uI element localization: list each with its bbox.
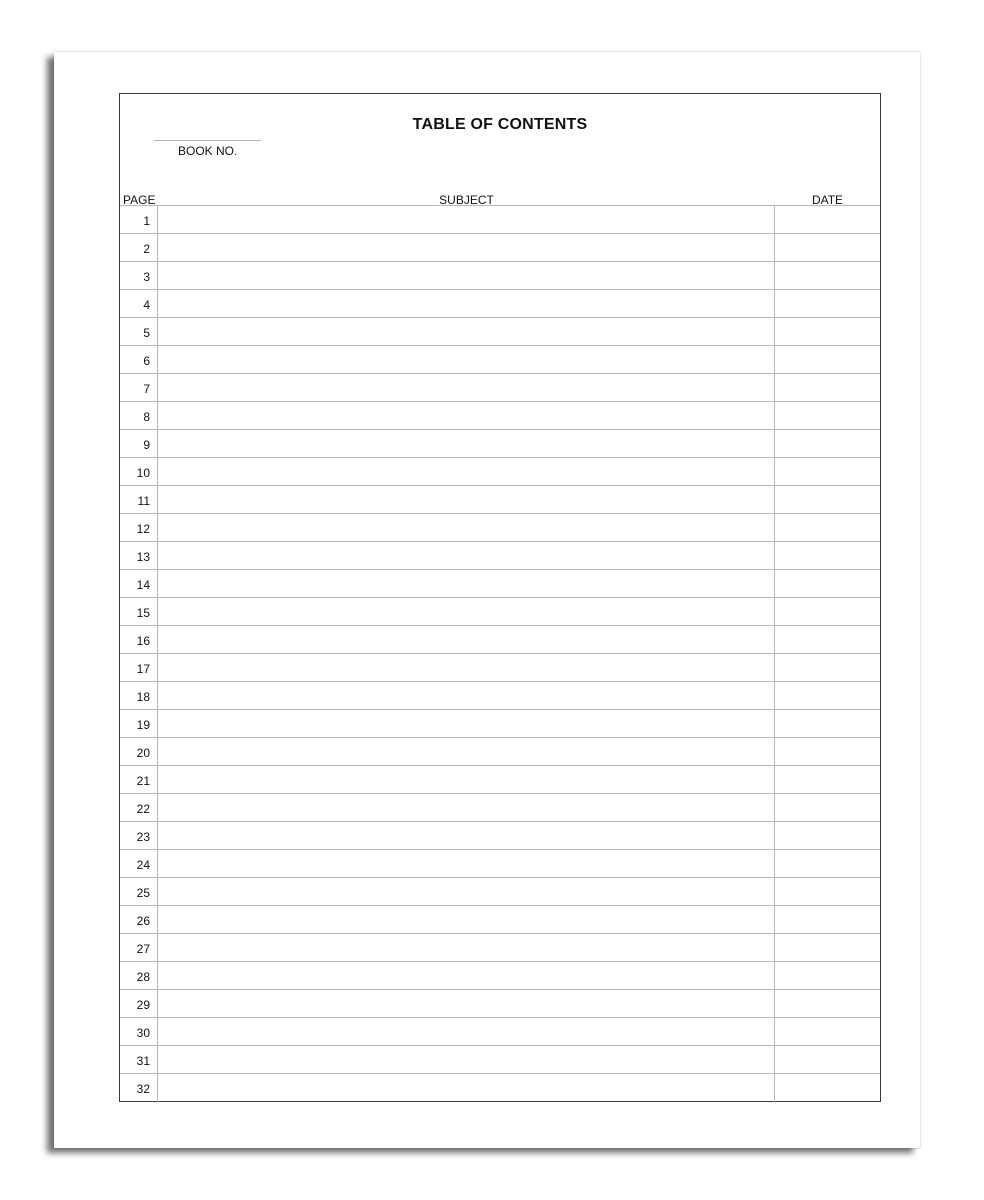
table-row — [120, 766, 880, 794]
date-cell[interactable] — [774, 570, 880, 597]
date-cell[interactable] — [774, 934, 880, 961]
table-row — [120, 486, 880, 514]
table-row — [120, 850, 880, 878]
page-number: 17 — [136, 662, 150, 676]
date-cell[interactable] — [774, 990, 880, 1017]
subject-cell[interactable] — [157, 1018, 775, 1045]
subject-cell[interactable] — [157, 514, 775, 541]
table-row — [120, 318, 880, 346]
page-number: 25 — [136, 886, 150, 900]
date-cell[interactable] — [774, 486, 880, 513]
page-number: 16 — [136, 634, 150, 648]
subject-cell[interactable] — [157, 206, 775, 233]
date-cell[interactable] — [774, 794, 880, 821]
table-row — [120, 346, 880, 374]
subject-cell[interactable] — [157, 290, 775, 317]
page-number: 5 — [143, 326, 150, 340]
table-row — [120, 962, 880, 990]
form-frame — [119, 93, 881, 1102]
page-number: 28 — [136, 970, 150, 984]
date-cell[interactable] — [774, 598, 880, 625]
subject-cell[interactable] — [157, 234, 775, 261]
page-number: 24 — [136, 858, 150, 872]
table-row — [120, 822, 880, 850]
page-number: 8 — [143, 410, 150, 424]
subject-cell[interactable] — [157, 850, 775, 877]
subject-cell[interactable] — [157, 1074, 775, 1102]
page-number: 10 — [136, 466, 150, 480]
table-row — [120, 654, 880, 682]
column-header-date: DATE — [811, 193, 844, 207]
date-cell[interactable] — [774, 262, 880, 289]
subject-cell[interactable] — [157, 682, 775, 709]
subject-cell[interactable] — [157, 766, 775, 793]
date-cell[interactable] — [774, 850, 880, 877]
subject-cell[interactable] — [157, 262, 775, 289]
date-cell[interactable] — [774, 906, 880, 933]
paper-sheet — [54, 52, 920, 1148]
page-number: 20 — [136, 746, 150, 760]
date-cell[interactable] — [774, 514, 880, 541]
table-row — [120, 682, 880, 710]
table-row — [120, 570, 880, 598]
date-cell[interactable] — [774, 1074, 880, 1102]
page-number: 4 — [143, 298, 150, 312]
table-row — [120, 1074, 880, 1102]
table-row — [120, 542, 880, 570]
page-number: 23 — [136, 830, 150, 844]
date-cell[interactable] — [774, 822, 880, 849]
subject-cell[interactable] — [157, 962, 775, 989]
table-row — [120, 878, 880, 906]
subject-cell[interactable] — [157, 654, 775, 681]
subject-cell[interactable] — [157, 346, 775, 373]
date-cell[interactable] — [774, 654, 880, 681]
date-cell[interactable] — [774, 1046, 880, 1073]
subject-cell[interactable] — [157, 598, 775, 625]
subject-cell[interactable] — [157, 934, 775, 961]
date-cell[interactable] — [774, 374, 880, 401]
table-row — [120, 1018, 880, 1046]
table-row — [120, 990, 880, 1018]
table-row — [120, 598, 880, 626]
column-header-page: PAGE — [123, 193, 156, 207]
table-row — [120, 374, 880, 402]
table-row — [120, 514, 880, 542]
date-cell[interactable] — [774, 290, 880, 317]
table-row — [120, 290, 880, 318]
subject-cell[interactable] — [157, 430, 775, 457]
date-cell[interactable] — [774, 402, 880, 429]
table-row — [120, 262, 880, 290]
date-cell[interactable] — [774, 430, 880, 457]
date-cell[interactable] — [774, 234, 880, 261]
page-number: 29 — [136, 998, 150, 1012]
subject-cell[interactable] — [157, 626, 775, 653]
book-number-field[interactable] — [154, 140, 261, 141]
table-row — [120, 934, 880, 962]
date-cell[interactable] — [774, 738, 880, 765]
subject-cell[interactable] — [157, 570, 775, 597]
subject-cell[interactable] — [157, 542, 775, 569]
contents-table — [120, 205, 880, 1102]
page-number: 21 — [136, 774, 150, 788]
column-header-subject: SUBJECT — [439, 193, 494, 207]
page-number: 7 — [143, 382, 150, 396]
page-number: 6 — [143, 354, 150, 368]
subject-cell[interactable] — [157, 458, 775, 485]
page-number: 9 — [143, 438, 150, 452]
subject-cell[interactable] — [157, 710, 775, 737]
page-number: 18 — [136, 690, 150, 704]
table-row — [120, 794, 880, 822]
subject-cell[interactable] — [157, 906, 775, 933]
page-number: 12 — [136, 522, 150, 536]
date-cell[interactable] — [774, 542, 880, 569]
page-number: 11 — [137, 494, 150, 508]
page-number: 15 — [136, 606, 150, 620]
page-number: 1 — [143, 214, 150, 228]
date-cell[interactable] — [774, 458, 880, 485]
subject-cell[interactable] — [157, 318, 775, 345]
page-number: 26 — [136, 914, 150, 928]
subject-cell[interactable] — [157, 486, 775, 513]
page-number: 3 — [143, 270, 150, 284]
table-row — [120, 206, 880, 234]
table-row — [120, 626, 880, 654]
date-cell[interactable] — [774, 626, 880, 653]
table-row — [120, 738, 880, 766]
date-cell[interactable] — [774, 206, 880, 233]
date-cell[interactable] — [774, 346, 880, 373]
page-number: 30 — [136, 1026, 150, 1040]
page-number: 22 — [136, 802, 150, 816]
page-number: 31 — [136, 1054, 150, 1068]
page-number: 13 — [136, 550, 150, 564]
subject-cell[interactable] — [157, 990, 775, 1017]
subject-cell[interactable] — [157, 794, 775, 821]
subject-cell[interactable] — [157, 878, 775, 905]
date-cell[interactable] — [774, 318, 880, 345]
table-row — [120, 458, 880, 486]
subject-cell[interactable] — [157, 822, 775, 849]
book-number-label: BOOK NO. — [178, 144, 238, 158]
table-row — [120, 430, 880, 458]
date-cell[interactable] — [774, 962, 880, 989]
page-title: TABLE OF CONTENTS — [412, 116, 588, 133]
date-cell[interactable] — [774, 682, 880, 709]
page-number: 14 — [136, 578, 150, 592]
subject-cell[interactable] — [157, 374, 775, 401]
page-number: 27 — [136, 942, 150, 956]
subject-cell[interactable] — [157, 402, 775, 429]
table-row — [120, 710, 880, 738]
table-row — [120, 402, 880, 430]
date-cell[interactable] — [774, 710, 880, 737]
table-row — [120, 234, 880, 262]
page-number: 2 — [143, 242, 150, 256]
page-number: 19 — [136, 718, 150, 732]
date-cell[interactable] — [774, 878, 880, 905]
subject-cell[interactable] — [157, 1046, 775, 1073]
date-cell[interactable] — [774, 1018, 880, 1045]
subject-cell[interactable] — [157, 738, 775, 765]
date-cell[interactable] — [774, 766, 880, 793]
page-number: 32 — [136, 1082, 150, 1096]
table-row — [120, 906, 880, 934]
table-row — [120, 1046, 880, 1074]
